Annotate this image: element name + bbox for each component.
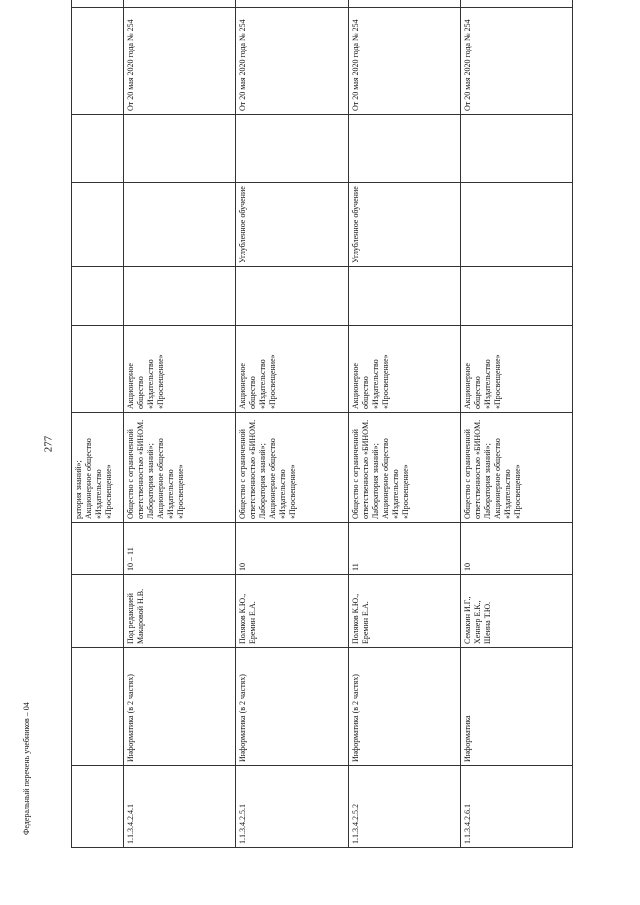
empty-cell xyxy=(460,267,572,326)
publisher-name-cell: Акционерное общество «Издательство «Просвещение» xyxy=(348,326,460,413)
empty-cell xyxy=(348,0,460,8)
level-cell xyxy=(460,183,572,267)
author-cell: Поляков К.Ю., Еремин Е.А. xyxy=(236,575,348,648)
publisher-cell: Общество с ограниченной ответственностью «БИНОМ. Лаборатория знаний»; Акционерное общество «Издательство «Просвещение» xyxy=(460,413,572,523)
subject-cell: Информатика xyxy=(460,648,572,766)
empty-cell xyxy=(236,0,348,8)
publisher-name-cell: Акционерное общество «Издательство «Просвещение» xyxy=(124,326,236,413)
code-cell: 1.1.3.4.2.4.1 xyxy=(124,766,236,848)
empty-cell xyxy=(124,267,236,326)
empty-cell xyxy=(460,115,572,183)
level-cell xyxy=(124,183,236,267)
empty-cell xyxy=(236,115,348,183)
empty-cell xyxy=(124,0,236,8)
table-row xyxy=(460,0,572,848)
subject-cell: Информатика (в 2 частях) xyxy=(236,648,348,766)
author-cell: Семакин И.Г., Хеннер Е.К., Шеина Т.Ю. xyxy=(460,575,572,648)
textbook-table xyxy=(71,0,573,848)
table-row xyxy=(348,0,460,848)
code-cell: 1.1.3.4.2.5.2 xyxy=(348,766,460,848)
publisher-name-cell: Акционерное общество «Издательство «Просвещение» xyxy=(460,326,572,413)
subject-cell: Информатика (в 2 частях) xyxy=(348,648,460,766)
subject-cell: Информатика (в 2 частях) xyxy=(124,648,236,766)
textbook-list-sheet xyxy=(71,19,573,848)
table-row xyxy=(236,0,348,848)
level-cell: Углубленное обучение xyxy=(236,183,348,267)
level-cell: Углубленное обучение xyxy=(348,183,460,267)
empty-cell xyxy=(236,267,348,326)
publisher-cell: Общество с ограниченной ответственностью «БИНОМ. Лаборатория знаний»; Акционерное общество «Издательство «Просвещение» xyxy=(348,413,460,523)
empty-cell xyxy=(460,0,572,8)
code-cell: 1.1.3.4.2.5.1 xyxy=(236,766,348,848)
code-cell: 1.1.3.4.2.6.1 xyxy=(460,766,572,848)
class-cell: 11 xyxy=(348,523,460,575)
publisher-cell: Общество с ограниченной ответственностью «БИНОМ. Лаборатория знаний»; Акционерное общество «Издательство «Просвещение» xyxy=(124,413,236,523)
empty-cell xyxy=(348,115,460,183)
class-cell: 10 xyxy=(236,523,348,575)
class-cell: 10 xyxy=(460,523,572,575)
continued-publisher-cell: ратория знаний»; Акционерное общество «Издательство «Просвещение» xyxy=(72,413,124,523)
order-cell: От 20 мая 2020 года № 254 xyxy=(348,8,460,115)
order-cell: От 20 мая 2020 года № 254 xyxy=(124,8,236,115)
publisher-cell: Общество с ограниченной ответственностью «БИНОМ. Лаборатория знаний»; Акционерное общество «Издательство «Просвещение» xyxy=(236,413,348,523)
order-cell: От 20 мая 2020 года № 254 xyxy=(460,8,572,115)
document-footer: Федеральный перечень учебников – 04 xyxy=(22,702,31,835)
continuation-row xyxy=(72,0,124,848)
author-cell: Под редакцией Макаровой Н.В. xyxy=(124,575,236,648)
page-number: 277 xyxy=(42,435,55,453)
empty-cell xyxy=(124,115,236,183)
class-cell: 10 – 11 xyxy=(124,523,236,575)
publisher-name-cell: Акционерное общество «Издательство «Просвещение» xyxy=(236,326,348,413)
table-row xyxy=(124,0,236,848)
empty-cell xyxy=(348,267,460,326)
order-cell: От 20 мая 2020 года № 254 xyxy=(236,8,348,115)
author-cell: Поляков К.Ю., Еремин Е.А. xyxy=(348,575,460,648)
